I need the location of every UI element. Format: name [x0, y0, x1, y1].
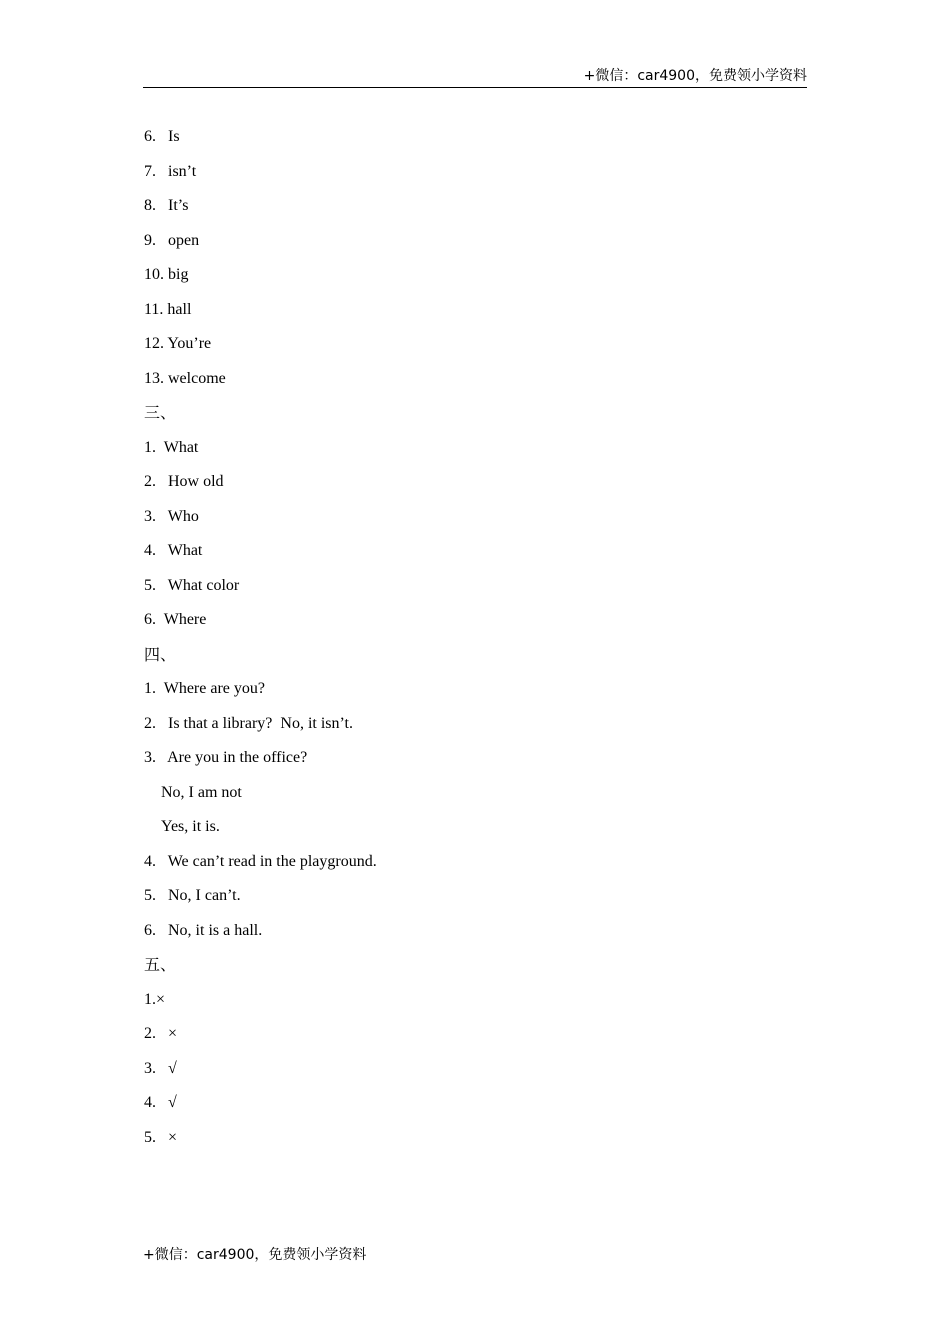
answer-line: [144, 1023, 804, 1058]
answer-line: [144, 609, 804, 644]
item-number: 4.: [144, 852, 156, 870]
item-text: We can’t read in the playground.: [167, 852, 377, 870]
item-text: What: [163, 438, 199, 456]
item-number: 9.: [144, 231, 156, 249]
item-number: 4.: [144, 542, 156, 559]
item-number: 3.: [144, 749, 156, 766]
answer-line: [144, 713, 804, 748]
item-text: No, I can’t.: [168, 887, 241, 904]
item-text: It’s: [168, 197, 189, 214]
item-text: Who: [167, 507, 199, 525]
item-text: open: [168, 231, 200, 249]
answer-line: [144, 1127, 804, 1162]
answer-subline: [144, 816, 804, 851]
answer-line: [144, 230, 804, 265]
item-number: 1.: [144, 680, 156, 697]
item-text: Is: [168, 128, 180, 145]
item-number: 4.: [144, 1094, 156, 1111]
item-number: 8.: [144, 197, 156, 214]
item-number: 11.: [144, 300, 164, 318]
item-number: 6.: [144, 921, 156, 939]
page-header: +微信：car4900，免费领小学资料: [583, 68, 807, 84]
answer-list: [144, 126, 804, 1161]
item-number: 12.: [144, 335, 164, 352]
item-text: Is that a library? No, it isn’t.: [168, 714, 353, 732]
answer-line: [144, 747, 804, 782]
page-footer: +微信：car4900，免费领小学资料: [143, 1247, 367, 1263]
answer-line: [144, 851, 804, 886]
item-number: 1.: [144, 438, 156, 456]
answer-line: [144, 126, 804, 161]
answer-line: [144, 885, 804, 920]
answer-line: [144, 989, 804, 1024]
item-number: 5.: [144, 887, 156, 904]
item-number: 2.: [144, 1025, 156, 1042]
answer-line: [144, 333, 804, 368]
answer-line: [144, 299, 804, 334]
answer-line: [144, 161, 804, 196]
item-text: welcome: [168, 369, 226, 387]
item-number: 1.: [144, 990, 156, 1008]
answer-line: [144, 1092, 804, 1127]
item-number: 10.: [144, 266, 164, 283]
answer-line: [144, 471, 804, 506]
item-text: Where are you?: [163, 680, 265, 697]
item-text: How old: [168, 473, 224, 490]
item-text: What: [167, 542, 203, 559]
item-number: 2.: [144, 714, 156, 732]
answer-line: [144, 368, 804, 403]
item-number: 2.: [144, 473, 156, 490]
item-number: 3.: [144, 507, 156, 525]
item-text: ×: [156, 990, 166, 1008]
item-text: √: [168, 1059, 177, 1077]
answer-line: [144, 575, 804, 610]
item-text: What color: [167, 576, 240, 594]
item-number: 5.: [144, 576, 156, 594]
item-text: ×: [168, 1025, 178, 1042]
item-text: You’re: [167, 335, 212, 352]
item-text: √: [168, 1094, 177, 1111]
item-text: ×: [168, 1128, 178, 1146]
item-text: Are you in the office?: [167, 749, 308, 766]
answer-line: [144, 506, 804, 541]
item-number: 6.: [144, 128, 156, 145]
answer-line: [144, 1058, 804, 1093]
item-number: 13.: [144, 369, 164, 387]
answer-subline: [144, 782, 804, 817]
answer-line: [144, 920, 804, 955]
answer-line: [144, 678, 804, 713]
answer-line: [144, 264, 804, 299]
answer-line: [144, 195, 804, 230]
header-rule: [143, 87, 807, 88]
section-heading: 三、: [144, 403, 177, 422]
item-text: big: [168, 266, 189, 283]
item-number: 5.: [144, 1128, 156, 1146]
item-text: Yes, it is.: [161, 818, 220, 835]
item-number: 6.: [144, 611, 156, 628]
item-text: isn’t: [168, 162, 197, 180]
answer-line: [144, 437, 804, 472]
section-heading: 四、: [144, 644, 177, 664]
item-text: No, I am not: [161, 783, 242, 801]
item-text: No, it is a hall.: [168, 921, 263, 939]
answer-line: [144, 540, 804, 575]
item-text: hall: [167, 300, 192, 318]
section-heading: 五、: [144, 955, 177, 974]
item-number: 7.: [144, 162, 156, 180]
item-text: Where: [163, 611, 207, 628]
item-number: 3.: [144, 1059, 156, 1077]
